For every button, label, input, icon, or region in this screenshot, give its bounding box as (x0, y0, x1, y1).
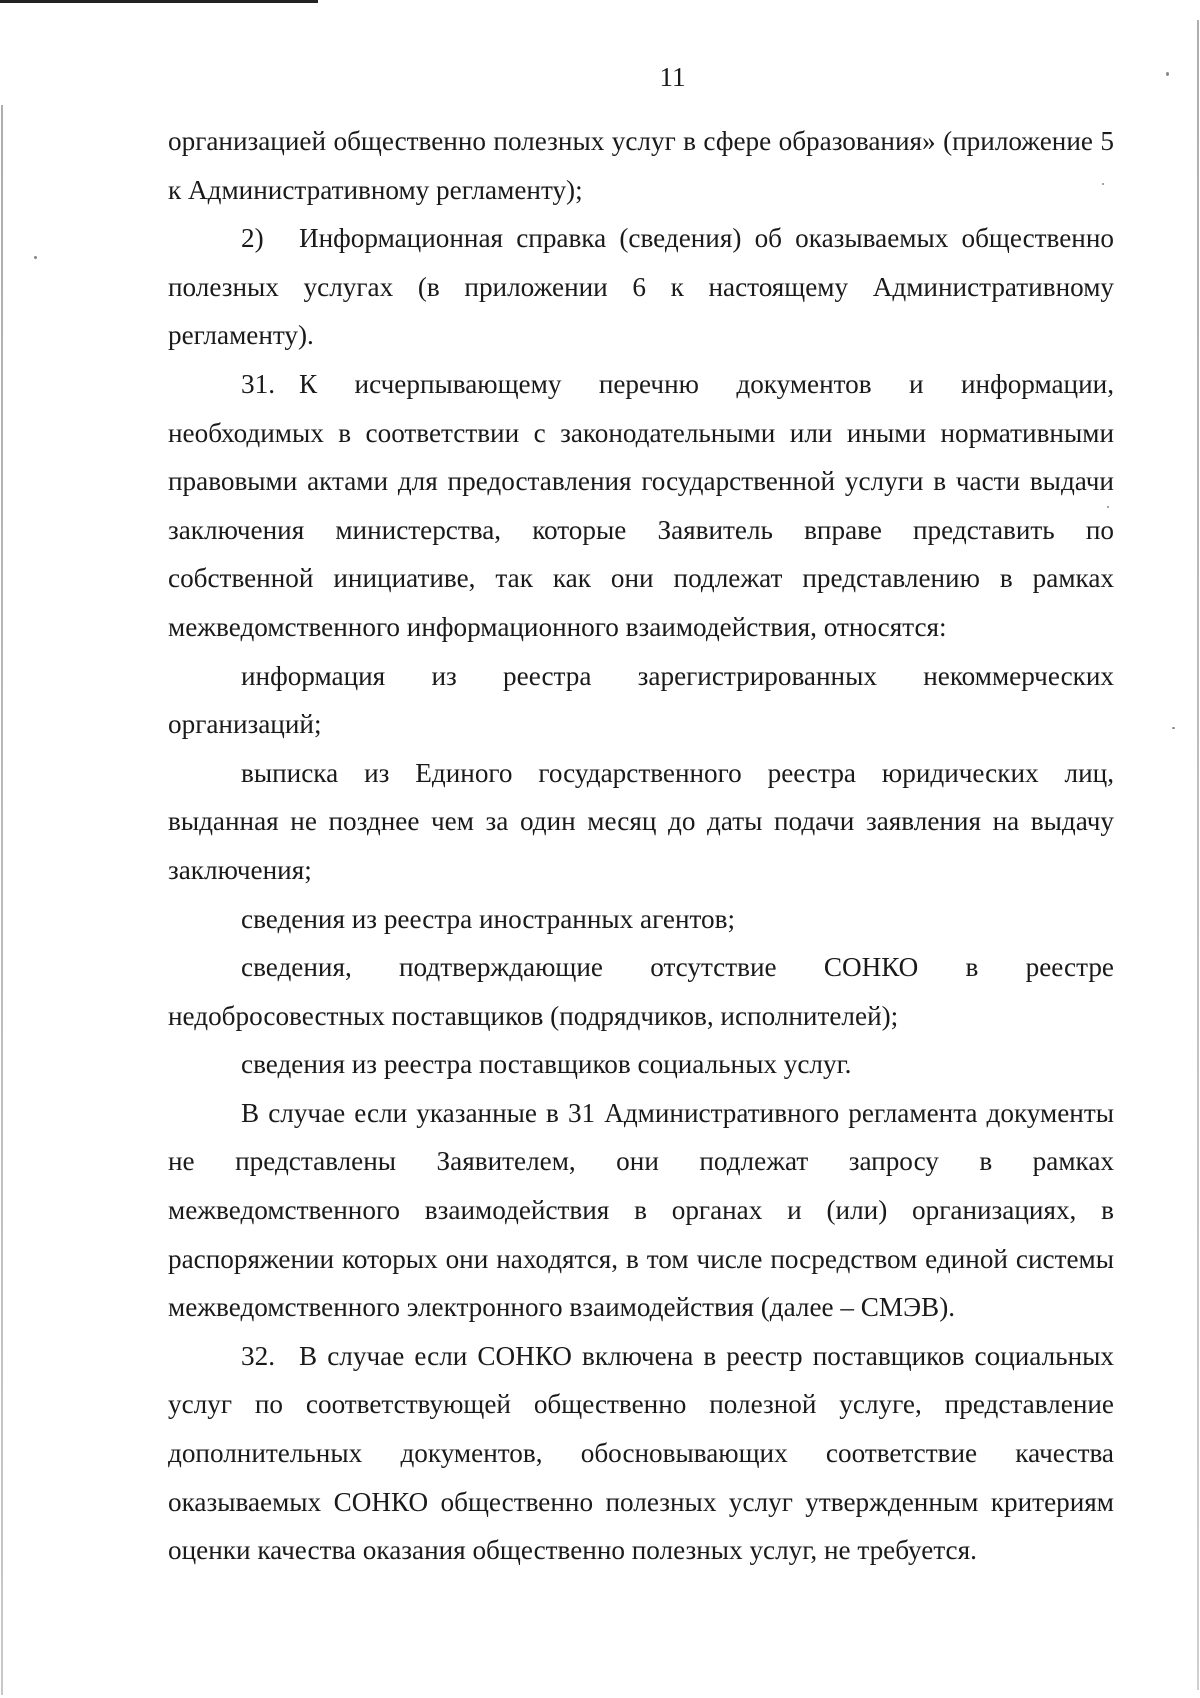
scan-left-edge (1, 105, 3, 1695)
numbered-paragraph (168, 360, 1114, 652)
scan-speck (1172, 727, 1175, 729)
paragraph: информация из реестра зарегистрированных некоммерческих организаций; (168, 660, 1114, 740)
scan-right-edge (1197, 20, 1199, 1690)
item-number: 32. (241, 1340, 275, 1371)
paragraph-text: Информационная справка (сведения) об оказываемых общественно полезных услугах (в приложении 6 к настоящему Административному регламенту). (168, 223, 1114, 351)
paragraph: В случае если указанные в 31 Административного регламента документы не представлены Заявителем, они подлежат запросу в рамках межведомственного взаимодействия в органах и (или) организациях, в распоряжении которых они находятся, в том числе посредством единой системы межведомственного электронного взаимодействия (далее – СМЭВ). (168, 1097, 1114, 1323)
item-number: 31. (241, 368, 275, 399)
paragraph: выписка из Единого государственного реестра юридических лиц, выданная не позднее чем за один месяц до даты подачи заявления на выдачу заключения; (168, 757, 1114, 885)
paragraph: организацией общественно полезных услуг в сфере образования» (приложение 5 к Административному регламенту); (168, 126, 1114, 205)
paragraph: сведения из реестра иностранных агентов; (241, 903, 736, 934)
paragraph: сведения из реестра поставщиков социальных услуг. (241, 1049, 852, 1080)
numbered-paragraph (168, 1332, 1114, 1575)
paragraph-text: В случае если СОНКО включена в реестр поставщиков социальных услуг по соответствующей общественно полезной услуге, представление дополнительных документов, обосновывающих соответствие качества оказываемых СОНКО общественно полезных услуг утвержденным критериям оценки качества оказания общественно полезных услуг, не требуется. (168, 1340, 1114, 1566)
page-number: 11 (659, 62, 686, 92)
scan-speck (34, 256, 37, 259)
item-number: 2) (241, 223, 264, 254)
paragraph: сведения, подтверждающие отсутствие СОНКО в реестре недобросовестных поставщиков (подрядчиков, исполнителей); (168, 952, 1114, 1031)
top-rule (0, 0, 318, 3)
paragraph-text: К исчерпывающему перечню документов и информации, необходимых в соответствии с законодательными или иными нормативными правовыми актами для предоставления государственной услуги в части выдачи заключения министерства, которые Заявитель вправе представить по собственной инициативе, так как они подлежат представлению в рамках межведомственного информационного взаимодействия, относятся: (168, 368, 1114, 642)
numbered-paragraph (168, 214, 1114, 360)
document-body (168, 117, 1114, 1575)
